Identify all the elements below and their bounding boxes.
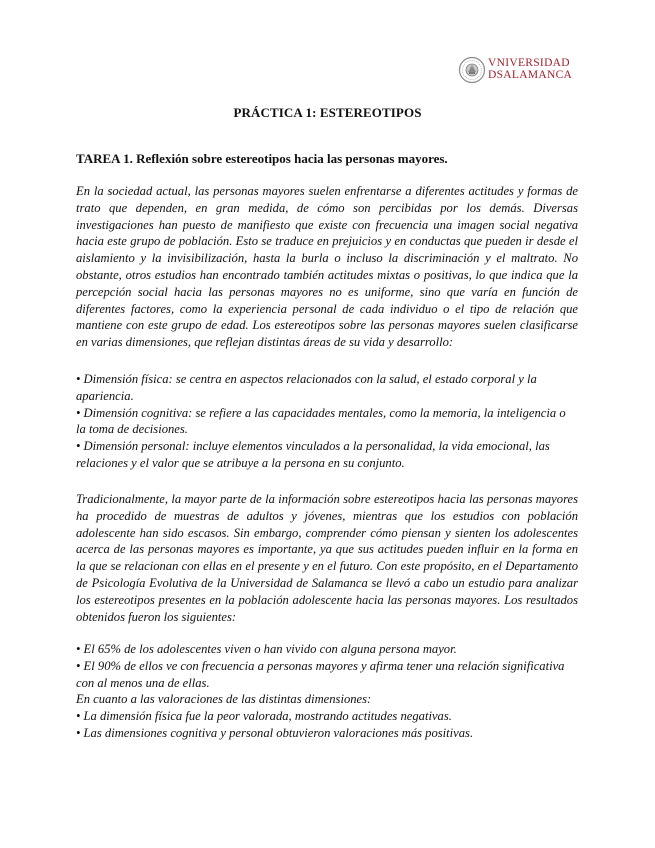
university-logo — [458, 56, 573, 84]
list-item: • La dimensión física fue la peor valorada, mostrando actitudes negativas. — [76, 709, 452, 724]
list-item: • El 90% de ellos ve con frecuencia a personas mayores y afirma tener una relación significativa con al menos una de ellas. — [76, 658, 565, 690]
study-paragraph: Tradicionalmente, la mayor parte de la información sobre estereotipos hacia las personas mayores ha procedido de muestras de adultos y jóvenes, mientras que los estudios con población adolescente han sido escasos. Sin embargo, comprender cómo piensan y sienten los adolescentes acerca de las personas mayores es importante, ya que sus actitudes pueden influir en la forma en la que se relacionan con ellas en el presente y en el futuro. Con este propósito, en el Departamento de Psicología Evolutiva de la Universidad de Salamanca se llevó a cabo un estudio para analizar los estereotipos presentes en la población adolescente hacia las personas mayores. Los resultados obtenidos fueron los siguientes: — [76, 492, 578, 624]
logo-line-2: DSALAMANCA — [488, 69, 573, 81]
list-item: En cuanto a las valoraciones de las distintas dimensiones: — [76, 692, 372, 707]
intro-paragraph: En la sociedad actual, las personas mayores suelen enfrentarse a diferentes actitudes y formas de trato que dependen, en gran medida, de cómo son percibidas por los demás. Diversas investigaciones han puesto de manifiesto que existe con frecuencia una imagen social negativa hacia este grupo de población. Esto se traduce en prejuicios y en conductas que pueden ir desde el aislamiento y la invisibilización, hasta la burla o incluso la discriminación y el maltrato. No obstante, otros estudios han encontrado también actitudes mixtas o positivas, lo que indica que la percepción social hacia las personas mayores no es uniforme, sino que varía en función de diferentes factores, como la experiencia personal de cada individuo o el tipo de relación que mantiene con este grupo de edad. Los estereotipos sobre las personas mayores suelen clasificarse en varias dimensiones, que reflejan distintas áreas de su vida y desarrollo: — [76, 184, 578, 350]
list-item: • Dimensión personal: incluye elementos vinculados a la personalidad, la vida emocional, las relaciones y el valor que se atribuye a la persona en su conjunto. — [76, 439, 550, 470]
list-item: • Las dimensiones cognitiva y personal obtuvieron valoraciones más positivas. — [76, 725, 474, 740]
list-item: • El 65% de los adolescentes viven o han vivido con alguna persona mayor. — [76, 642, 457, 656]
list-item: • Dimensión física: se centra en aspectos relacionados con la salud, el estado corporal y la apariencia. — [76, 372, 537, 403]
task-heading: TAREA 1. Reflexión sobre estereotipos hacia las personas mayores. — [76, 151, 448, 166]
results-list — [76, 641, 576, 742]
dimensions-list — [76, 371, 576, 472]
logo-line-1: VNIVERSIDAD — [488, 57, 570, 69]
logo-wordmark — [488, 57, 572, 81]
page-title: PRÁCTICA 1: ESTEREOTIPOS — [233, 105, 422, 120]
list-item: • Dimensión cognitiva: se refiere a las capacidades mentales, como la memoria, la inteligencia o la toma de decisiones. — [76, 405, 566, 437]
university-seal-icon — [458, 56, 486, 84]
